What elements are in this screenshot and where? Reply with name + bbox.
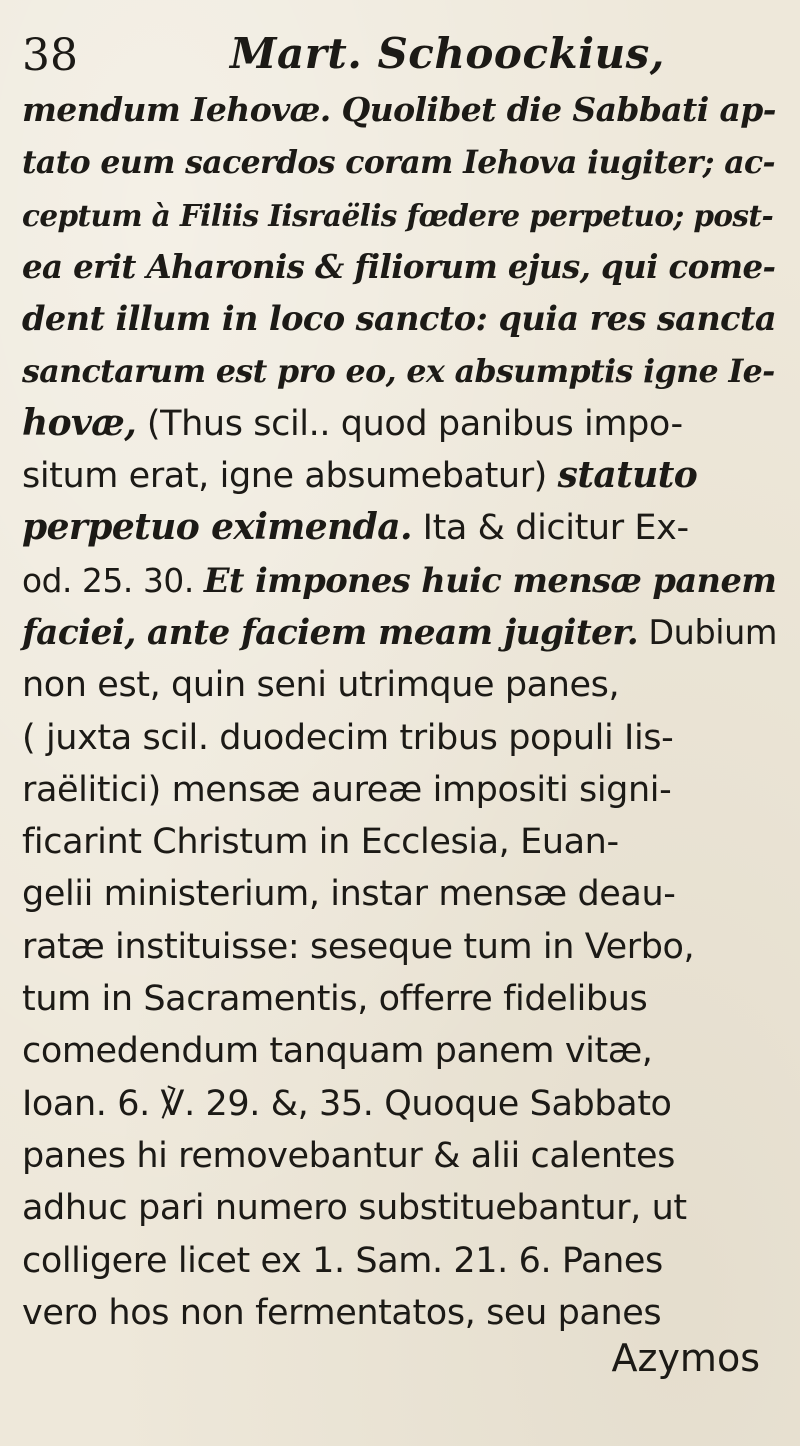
roman-text-segment: Ioan. 6. ℣. 29. &, 35. Quoque Sabbato <box>22 1083 672 1124</box>
text-line <box>22 343 782 395</box>
body-text <box>22 82 782 1337</box>
text-line <box>22 1023 782 1075</box>
italic-text-segment: hovæ, <box>22 401 137 444</box>
italic-text-segment: ceptum à Filiis Iisraëlis fœdere perpetuo; post- <box>22 197 774 233</box>
text-line <box>22 82 782 134</box>
text-line <box>22 1180 782 1232</box>
text-line <box>22 134 782 186</box>
italic-text-segment: tato eum sacerdos coram Iehova iugiter; ac- <box>22 144 776 182</box>
text-line <box>22 500 782 552</box>
text-line <box>22 1076 782 1128</box>
roman-text-segment: situm erat, igne absumebatur) <box>22 456 558 497</box>
italic-text-segment: perpetuo eximenda. <box>22 506 412 549</box>
text-line <box>22 710 782 762</box>
italic-text-segment: Et impones huic mensæ panem <box>203 559 777 600</box>
text-line <box>22 553 782 605</box>
roman-text-segment: Ita & dicitur Ex- <box>411 508 689 549</box>
text-line <box>22 657 782 709</box>
text-line <box>22 605 782 657</box>
roman-text-segment: ( juxta scil. duodecim tribus populi Iis- <box>22 717 674 758</box>
roman-text-segment: ficarint Christum in Ecclesia, Euan- <box>22 822 619 863</box>
roman-text-segment: panes hi removebantur & alii calentes <box>22 1135 675 1176</box>
roman-text-segment: non est, quin seni utrimque panes, <box>22 665 620 706</box>
page-number: 38 <box>22 30 78 81</box>
roman-text-segment: Dubium <box>638 612 778 652</box>
text-line <box>22 762 782 814</box>
text-line <box>22 1285 782 1337</box>
text-line <box>22 448 782 500</box>
italic-text-segment: mendum Iehovæ. Quolibet die Sabbati ap- <box>22 90 776 129</box>
roman-text-segment: od. 25. 30. <box>22 561 204 600</box>
text-line <box>22 187 782 239</box>
italic-text-segment: dent illum in loco sancto: quia res sancta <box>22 298 777 339</box>
italic-text-segment: sanctarum est pro eo, ex absumptis igne Ie- <box>22 353 775 391</box>
roman-text-segment: comedendum tanquam panem vitæ, <box>22 1031 653 1072</box>
roman-text-segment: adhuc pari numero substituebantur, ut <box>22 1188 687 1229</box>
italic-text-segment: faciei, ante faciem meam jugiter. <box>22 612 639 653</box>
running-head: Mart. Schoockius, <box>230 29 665 78</box>
roman-text-segment: tum in Sacramentis, offerre fidelibus <box>22 979 648 1020</box>
roman-text-segment: (Thus scil.. quod panibus impo- <box>136 403 683 444</box>
italic-text-segment: statuto <box>557 454 698 497</box>
catchword: Azymos <box>611 1336 760 1380</box>
text-line <box>22 239 782 291</box>
text-line <box>22 971 782 1023</box>
roman-text-segment: ratæ instituisse: seseque tum in Verbo, <box>22 926 695 967</box>
text-line <box>22 396 782 448</box>
roman-text-segment: gelii ministerium, instar mensæ deau- <box>22 874 676 915</box>
text-line <box>22 1128 782 1180</box>
page-header <box>22 18 782 81</box>
text-line <box>22 291 782 343</box>
text-line <box>22 814 782 866</box>
text-line <box>22 866 782 918</box>
roman-text-segment: raëlitici) mensæ aureæ impositi signi- <box>22 769 672 810</box>
text-line <box>22 919 782 971</box>
italic-text-segment: ea erit Aharonis & filiorum ejus, qui come- <box>22 247 776 286</box>
roman-text-segment: colligere licet ex 1. Sam. 21. 6. Panes <box>22 1240 663 1281</box>
roman-text-segment: vero hos non fermentatos, seu panes <box>22 1292 662 1333</box>
text-line <box>22 1233 782 1285</box>
